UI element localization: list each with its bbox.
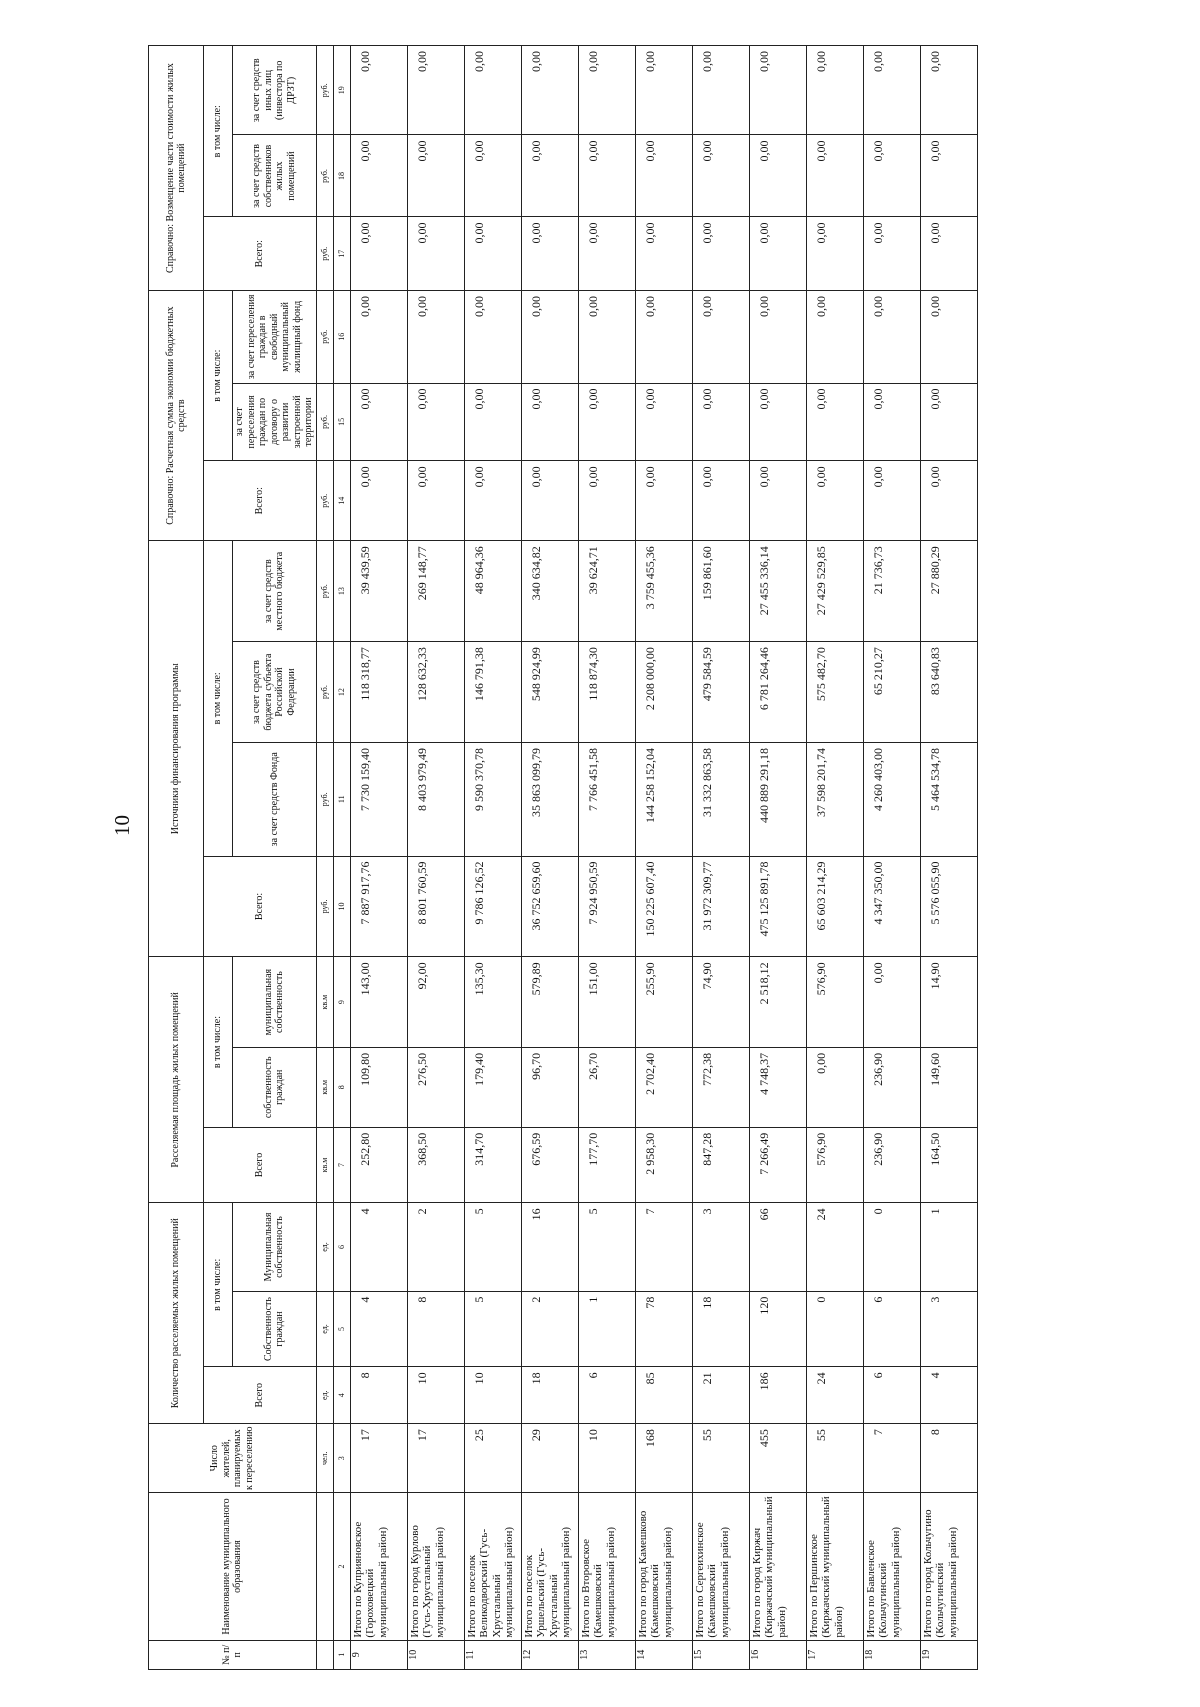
value-cell: 236,90 <box>863 1127 920 1203</box>
value-cell: 0,00 <box>863 135 920 217</box>
table-row <box>920 46 977 1670</box>
value-cell: 21 736,73 <box>863 541 920 642</box>
area-municipal-header: муниципальная собственность <box>233 957 317 1047</box>
value-cell: 48 964,36 <box>464 541 521 642</box>
value-cell: 7 <box>635 1203 692 1291</box>
value-cell: 847,28 <box>692 1127 749 1203</box>
value-cell: 55 <box>692 1424 749 1493</box>
column-number: 3 <box>333 1424 350 1493</box>
value-cell: 24 <box>806 1203 863 1291</box>
value-cell: 4 <box>350 1291 407 1367</box>
value-cell: 8 403 979,49 <box>407 743 464 857</box>
value-cell: 92,00 <box>407 957 464 1047</box>
value-cell: 0,00 <box>920 135 977 217</box>
value-cell: 96,70 <box>521 1047 578 1127</box>
value-cell: 27 455 336,14 <box>749 541 806 642</box>
value-cell: 0,00 <box>806 383 863 461</box>
value-cell: 575 482,70 <box>806 642 863 743</box>
value-cell: 0,00 <box>863 217 920 291</box>
value-cell: 159 861,60 <box>692 541 749 642</box>
value-cell: 27 429 529,85 <box>806 541 863 642</box>
municipality-name: Итого по поселок Великодворский (Гусь-Хрустальный муниципальный район) <box>464 1493 521 1640</box>
value-cell: 314,70 <box>464 1127 521 1203</box>
value-cell: 0,00 <box>692 291 749 383</box>
value-cell: 368,50 <box>407 1127 464 1203</box>
value-cell: 0 <box>806 1291 863 1367</box>
municipality-name: Итого по город Курлово (Гусь-Хрустальный муниципальный район) <box>407 1493 464 1640</box>
value-cell: 0,00 <box>350 291 407 383</box>
municipality-name: Итого по Второвское (Камешковский муниципальный район) <box>578 1493 635 1640</box>
value-cell: 0,00 <box>749 291 806 383</box>
value-cell: 39 624,71 <box>578 541 635 642</box>
value-cell: 340 634,82 <box>521 541 578 642</box>
value-cell: 255,90 <box>635 957 692 1047</box>
value-cell: 0,00 <box>806 291 863 383</box>
col-no-header: № п/п <box>149 1640 317 1669</box>
value-cell: 676,59 <box>521 1127 578 1203</box>
value-cell: 8 801 760,59 <box>407 856 464 957</box>
column-number: 12 <box>333 642 350 743</box>
unit-cell: руб. <box>316 743 333 857</box>
value-cell: 6 <box>863 1291 920 1367</box>
group-refund-header: Справочно: Возмещение части стоимости жилых помещений <box>149 46 204 291</box>
municipality-name: Итого по поселок Уршельский (Гусь-Хрустальный муниципальный район) <box>521 1493 578 1640</box>
unit-cell: руб. <box>316 383 333 461</box>
column-number: 9 <box>333 957 350 1047</box>
value-cell: 0,00 <box>407 383 464 461</box>
value-cell: 2 958,30 <box>635 1127 692 1203</box>
value-cell: 0,00 <box>407 461 464 541</box>
value-cell: 31 972 309,77 <box>692 856 749 957</box>
row-number: 17 <box>806 1640 863 1669</box>
value-cell: 576,90 <box>806 957 863 1047</box>
value-cell: 0,00 <box>464 291 521 383</box>
unit-cell: руб. <box>316 217 333 291</box>
finance-total-header: Всего: <box>204 856 317 957</box>
value-cell: 177,70 <box>578 1127 635 1203</box>
page-number: 10 <box>110 815 134 836</box>
value-cell: 85 <box>635 1367 692 1424</box>
value-cell: 0,00 <box>863 957 920 1047</box>
value-cell: 0,00 <box>521 291 578 383</box>
value-cell: 0,00 <box>350 383 407 461</box>
value-cell: 0,00 <box>863 461 920 541</box>
column-number: 5 <box>333 1291 350 1367</box>
finance-fund-header: за счет средств Фонда <box>233 743 317 857</box>
value-cell: 118 874,30 <box>578 642 635 743</box>
value-cell: 29 <box>521 1424 578 1493</box>
value-cell: 0,00 <box>635 291 692 383</box>
value-cell: 0 <box>863 1203 920 1291</box>
value-cell: 276,50 <box>407 1047 464 1127</box>
value-cell: 0,00 <box>635 217 692 291</box>
value-cell: 0,00 <box>863 383 920 461</box>
value-cell: 0,00 <box>749 46 806 136</box>
unit-cell: руб. <box>316 46 333 136</box>
value-cell: 2 208 000,00 <box>635 642 692 743</box>
value-cell: 0,00 <box>407 135 464 217</box>
value-cell: 0,00 <box>920 383 977 461</box>
unit-cell: руб. <box>316 291 333 383</box>
value-cell: 548 924,99 <box>521 642 578 743</box>
resettlement-table <box>148 45 978 1670</box>
value-cell: 0,00 <box>578 217 635 291</box>
value-cell: 4 260 403,00 <box>863 743 920 857</box>
unit-cell: руб. <box>316 856 333 957</box>
finance-subject-header: за счет средств бюджета субъекта Российской Федерации <box>233 642 317 743</box>
count-owner-header: Собственность граждан <box>233 1291 317 1367</box>
value-cell: 7 924 950,59 <box>578 856 635 957</box>
value-cell: 18 <box>692 1291 749 1367</box>
value-cell: 31 332 863,58 <box>692 743 749 857</box>
municipality-name: Итого по Першинское (Киржачский муниципальный район) <box>806 1493 863 1640</box>
value-cell: 78 <box>635 1291 692 1367</box>
row-number: 19 <box>920 1640 977 1669</box>
value-cell: 269 148,77 <box>407 541 464 642</box>
unit-cell: чел. <box>316 1424 333 1493</box>
value-cell: 0,00 <box>407 291 464 383</box>
table-row <box>635 46 692 1670</box>
value-cell: 39 439,59 <box>350 541 407 642</box>
value-cell: 0,00 <box>635 383 692 461</box>
value-cell: 0,00 <box>635 46 692 136</box>
group-economy-header: Справочно: Расчетная сумма экономии бюджетных средств <box>149 291 204 541</box>
refund-owners-header: за счет средств собственников жилых помещений <box>233 135 317 217</box>
value-cell: 475 125 891,78 <box>749 856 806 957</box>
value-cell: 0,00 <box>464 217 521 291</box>
value-cell: 17 <box>407 1424 464 1493</box>
value-cell: 1 <box>920 1203 977 1291</box>
economy-incl-header: в том числе: <box>204 291 233 461</box>
value-cell: 0,00 <box>749 217 806 291</box>
value-cell: 1 <box>578 1291 635 1367</box>
value-cell: 3 <box>692 1203 749 1291</box>
value-cell: 0,00 <box>521 46 578 136</box>
value-cell: 0,00 <box>749 383 806 461</box>
refund-incl-header: в том числе: <box>204 46 233 217</box>
value-cell: 150 225 607,40 <box>635 856 692 957</box>
value-cell: 4 347 350,00 <box>863 856 920 957</box>
group-area-header: Расселяемая площадь жилых помещений <box>149 957 204 1203</box>
row-number: 15 <box>692 1640 749 1669</box>
value-cell: 0,00 <box>407 217 464 291</box>
value-cell: 0,00 <box>521 461 578 541</box>
value-cell: 0,00 <box>920 291 977 383</box>
value-cell: 0,00 <box>920 46 977 136</box>
table-row <box>578 46 635 1670</box>
row-number: 18 <box>863 1640 920 1669</box>
area-owner-header: собственность граждан <box>233 1047 317 1127</box>
value-cell: 0,00 <box>635 461 692 541</box>
finance-local-header: за счет средств местного бюджета <box>233 541 317 642</box>
row-number: 13 <box>578 1640 635 1669</box>
economy-total-header: Всего: <box>204 461 317 541</box>
value-cell: 0,00 <box>806 135 863 217</box>
value-cell: 17 <box>350 1424 407 1493</box>
table-row <box>350 46 407 1670</box>
value-cell: 5 576 055,90 <box>920 856 977 957</box>
unit-cell <box>316 1640 333 1669</box>
municipality-name: Итого по город Кольчугино (Кольчугинский муниципальный район) <box>920 1493 977 1640</box>
value-cell: 5 464 534,78 <box>920 743 977 857</box>
value-cell: 16 <box>521 1203 578 1291</box>
unit-cell: ед. <box>316 1203 333 1291</box>
unit-cell: кв.м <box>316 957 333 1047</box>
value-cell: 143,00 <box>350 957 407 1047</box>
rotated-table-page <box>148 45 1123 1670</box>
value-cell: 7 266,49 <box>749 1127 806 1203</box>
value-cell: 0,00 <box>920 217 977 291</box>
value-cell: 74,90 <box>692 957 749 1047</box>
value-cell: 0,00 <box>578 383 635 461</box>
value-cell: 6 <box>578 1367 635 1424</box>
value-cell: 5 <box>464 1291 521 1367</box>
value-cell: 0,00 <box>578 46 635 136</box>
value-cell: 252,80 <box>350 1127 407 1203</box>
unit-cell: руб. <box>316 135 333 217</box>
municipality-name: Итого по город Киржач (Киржачский муниципальный район) <box>749 1493 806 1640</box>
value-cell: 0,00 <box>806 461 863 541</box>
value-cell: 479 584,59 <box>692 642 749 743</box>
value-cell: 0,00 <box>464 46 521 136</box>
value-cell: 10 <box>407 1367 464 1424</box>
value-cell: 576,90 <box>806 1127 863 1203</box>
row-number: 10 <box>407 1640 464 1669</box>
unit-cell: кв.м <box>316 1127 333 1203</box>
value-cell: 236,90 <box>863 1047 920 1127</box>
value-cell: 151,00 <box>578 957 635 1047</box>
value-cell: 0,00 <box>692 383 749 461</box>
value-cell: 83 640,83 <box>920 642 977 743</box>
column-number: 17 <box>333 217 350 291</box>
value-cell: 168 <box>635 1424 692 1493</box>
value-cell: 0,00 <box>350 135 407 217</box>
value-cell: 0,00 <box>692 461 749 541</box>
value-cell: 10 <box>578 1424 635 1493</box>
value-cell: 8 <box>920 1424 977 1493</box>
value-cell: 0,00 <box>635 135 692 217</box>
value-cell: 0,00 <box>749 135 806 217</box>
value-cell: 7 887 917,76 <box>350 856 407 957</box>
value-cell: 772,38 <box>692 1047 749 1127</box>
column-number: 19 <box>333 46 350 136</box>
value-cell: 65 210,27 <box>863 642 920 743</box>
value-cell: 0,00 <box>863 291 920 383</box>
col-residents-header: Число жителей, планируемых к переселению <box>149 1424 317 1493</box>
table-body <box>350 46 977 1670</box>
value-cell: 0,00 <box>806 46 863 136</box>
value-cell: 6 <box>863 1367 920 1424</box>
value-cell: 128 632,33 <box>407 642 464 743</box>
table-row <box>863 46 920 1670</box>
column-number: 2 <box>333 1493 350 1640</box>
value-cell: 27 880,29 <box>920 541 977 642</box>
value-cell: 10 <box>464 1367 521 1424</box>
value-cell: 7 730 159,40 <box>350 743 407 857</box>
value-cell: 3 759 455,36 <box>635 541 692 642</box>
value-cell: 440 889 291,18 <box>749 743 806 857</box>
value-cell: 9 590 370,78 <box>464 743 521 857</box>
value-cell: 118 318,77 <box>350 642 407 743</box>
count-incl-header: в том числе: <box>204 1203 233 1367</box>
value-cell: 24 <box>806 1367 863 1424</box>
value-cell: 0,00 <box>464 461 521 541</box>
value-cell: 6 781 264,46 <box>749 642 806 743</box>
value-cell: 65 603 214,29 <box>806 856 863 957</box>
value-cell: 0,00 <box>521 135 578 217</box>
col-name-header: Наименование муниципального образования <box>149 1493 317 1640</box>
value-cell: 66 <box>749 1203 806 1291</box>
value-cell: 579,89 <box>521 957 578 1047</box>
area-incl-header: в том числе: <box>204 957 233 1127</box>
value-cell: 4 <box>920 1367 977 1424</box>
value-cell: 8 <box>407 1291 464 1367</box>
municipality-name: Итого по Сергеихинское (Камешковский муниципальный район) <box>692 1493 749 1640</box>
value-cell: 0,00 <box>350 217 407 291</box>
table-row <box>749 46 806 1670</box>
column-number: 1 <box>333 1640 350 1669</box>
column-number: 14 <box>333 461 350 541</box>
value-cell: 55 <box>806 1424 863 1493</box>
value-cell: 0,00 <box>692 46 749 136</box>
value-cell: 0,00 <box>578 135 635 217</box>
value-cell: 0,00 <box>521 217 578 291</box>
economy-dev-header: за счет переселения граждан по договору о развитии застроенной территории <box>233 383 317 461</box>
value-cell: 0,00 <box>806 1047 863 1127</box>
value-cell: 0,00 <box>920 461 977 541</box>
table-row <box>521 46 578 1670</box>
count-municipal-header: Муниципальная собственность <box>233 1203 317 1291</box>
row-number: 9 <box>350 1640 407 1669</box>
economy-free-header: за счет переселения граждан в свободный муниципальный жилищный фонд <box>233 291 317 383</box>
refund-others-header: за счет средств иных лиц (инвестора по ДРЗТ) <box>233 46 317 136</box>
value-cell: 186 <box>749 1367 806 1424</box>
value-cell: 9 786 126,52 <box>464 856 521 957</box>
column-number: 6 <box>333 1203 350 1291</box>
unit-cell: кв.м <box>316 1047 333 1127</box>
column-number: 16 <box>333 291 350 383</box>
value-cell: 0,00 <box>407 46 464 136</box>
value-cell: 2 <box>521 1291 578 1367</box>
group-count-header: Количество расселяемых жилых помещений <box>149 1203 204 1424</box>
table-row <box>464 46 521 1670</box>
column-number: 11 <box>333 743 350 857</box>
column-number: 13 <box>333 541 350 642</box>
column-number: 18 <box>333 135 350 217</box>
column-number: 4 <box>333 1367 350 1424</box>
value-cell: 0,00 <box>578 461 635 541</box>
value-cell: 0,00 <box>692 217 749 291</box>
column-numbers-row <box>333 46 350 1670</box>
column-number: 7 <box>333 1127 350 1203</box>
unit-cell: руб. <box>316 461 333 541</box>
row-number: 11 <box>464 1640 521 1669</box>
value-cell: 7 <box>863 1424 920 1493</box>
value-cell: 4 <box>350 1203 407 1291</box>
column-number: 10 <box>333 856 350 957</box>
value-cell: 35 863 099,79 <box>521 743 578 857</box>
value-cell: 36 752 659,60 <box>521 856 578 957</box>
value-cell: 5 <box>464 1203 521 1291</box>
table-row <box>806 46 863 1670</box>
value-cell: 2 518,12 <box>749 957 806 1047</box>
refund-total-header: Всего: <box>204 217 317 291</box>
count-total-header: Всего <box>204 1367 317 1424</box>
value-cell: 37 598 201,74 <box>806 743 863 857</box>
value-cell: 0,00 <box>350 461 407 541</box>
unit-cell <box>316 1493 333 1640</box>
value-cell: 149,60 <box>920 1047 977 1127</box>
municipality-name: Итого по Бавленское (Кольчугинский муниципальный район) <box>863 1493 920 1640</box>
value-cell: 2 <box>407 1203 464 1291</box>
value-cell: 0,00 <box>806 217 863 291</box>
group-finance-header: Источники финансирования программы <box>149 541 204 957</box>
column-number: 15 <box>333 383 350 461</box>
column-number: 8 <box>333 1047 350 1127</box>
value-cell: 455 <box>749 1424 806 1493</box>
value-cell: 164,50 <box>920 1127 977 1203</box>
unit-cell: руб. <box>316 642 333 743</box>
table-row <box>692 46 749 1670</box>
unit-cell: руб. <box>316 541 333 642</box>
units-row <box>316 46 333 1670</box>
area-total-header: Всего <box>204 1127 317 1203</box>
value-cell: 0,00 <box>350 46 407 136</box>
value-cell: 3 <box>920 1291 977 1367</box>
value-cell: 0,00 <box>863 46 920 136</box>
value-cell: 120 <box>749 1291 806 1367</box>
value-cell: 2 702,40 <box>635 1047 692 1127</box>
value-cell: 0,00 <box>464 383 521 461</box>
value-cell: 179,40 <box>464 1047 521 1127</box>
value-cell: 25 <box>464 1424 521 1493</box>
row-number: 16 <box>749 1640 806 1669</box>
municipality-name: Итого по Куприяновское (Гороховецкий муниципальный район) <box>350 1493 407 1640</box>
value-cell: 5 <box>578 1203 635 1291</box>
value-cell: 0,00 <box>521 383 578 461</box>
value-cell: 0,00 <box>578 291 635 383</box>
value-cell: 26,70 <box>578 1047 635 1127</box>
row-number: 14 <box>635 1640 692 1669</box>
value-cell: 14,90 <box>920 957 977 1047</box>
value-cell: 8 <box>350 1367 407 1424</box>
value-cell: 146 791,38 <box>464 642 521 743</box>
municipality-name: Итого по город Камешково (Камешковский муниципальный район) <box>635 1493 692 1640</box>
value-cell: 0,00 <box>692 135 749 217</box>
value-cell: 135,30 <box>464 957 521 1047</box>
unit-cell: ед. <box>316 1291 333 1367</box>
value-cell: 7 766 451,58 <box>578 743 635 857</box>
unit-cell: ед. <box>316 1367 333 1424</box>
row-number: 12 <box>521 1640 578 1669</box>
value-cell: 18 <box>521 1367 578 1424</box>
value-cell: 0,00 <box>464 135 521 217</box>
value-cell: 0,00 <box>749 461 806 541</box>
value-cell: 109,80 <box>350 1047 407 1127</box>
table-row <box>407 46 464 1670</box>
value-cell: 4 748,37 <box>749 1047 806 1127</box>
finance-incl-header: в том числе: <box>204 541 233 856</box>
value-cell: 21 <box>692 1367 749 1424</box>
value-cell: 144 258 152,04 <box>635 743 692 857</box>
